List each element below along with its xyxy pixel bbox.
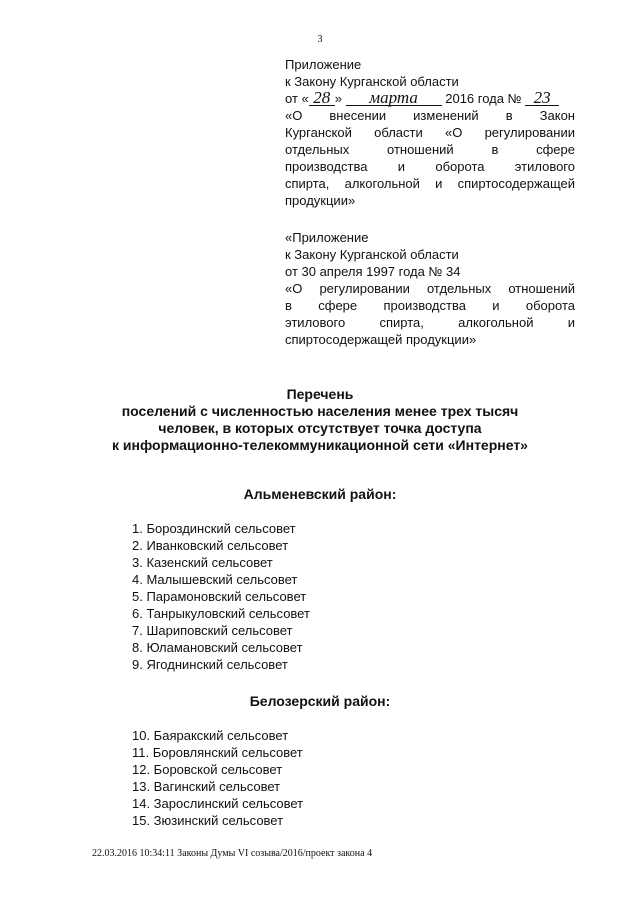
list-item: 15. Зюзинский сельсовет: [132, 813, 284, 828]
title-line: к информационно-телекоммуникационной сети «Интернет»: [112, 437, 528, 453]
year-text: 2016 года №: [445, 91, 522, 106]
list-item: 12. Боровской сельсовет: [132, 762, 283, 777]
appendix-original-header: [285, 229, 575, 348]
title-line: Перечень: [286, 386, 354, 402]
appendix-body-line: «О регулировании отдельных отношений: [285, 281, 575, 296]
date-mid: »: [334, 91, 342, 106]
list-item: 9. Ягоднинский сельсовет: [132, 657, 288, 672]
list-item: 2. Иванковский сельсовет: [132, 538, 289, 553]
list-item: 10. Баяракский сельсовет: [132, 728, 289, 743]
list-item: 8. Юламановский сельсовет: [132, 640, 303, 655]
appendix-date-line: [285, 90, 575, 107]
appendix-body-line: производства и оборота этилового: [285, 159, 575, 174]
settlement-list: [132, 520, 310, 673]
list-item: 13. Вагинский сельсовет: [132, 779, 281, 794]
title-line: поселений с численностью населения менее трех тысяч: [121, 403, 519, 419]
list-item: 7. Шариповский сельсовет: [132, 623, 293, 638]
appendix-body-line: продукции»: [285, 193, 356, 208]
date-prefix: от «: [285, 91, 309, 106]
list-item: 6. Танрыкуловский сельсовет: [132, 606, 310, 621]
list-item: 5. Парамоновский сельсовет: [132, 589, 307, 604]
list-item: 14. Зарослинский сельсовет: [132, 796, 304, 811]
appendix-law-ref: к Закону Курганской области: [285, 247, 459, 262]
list-item: 11. Боровлянский сельсовет: [132, 745, 303, 760]
appendix-law-ref: к Закону Курганской области: [285, 74, 459, 89]
appendix-body-line: спиртосодержащей продукции»: [285, 332, 477, 347]
district-heading: Альменевский район:: [243, 486, 397, 502]
appendix-header: [285, 56, 575, 209]
document-title: [60, 386, 580, 454]
district-heading: Белозерский район:: [249, 693, 391, 709]
appendix-label: Приложение: [285, 57, 362, 72]
appendix-body-line: Курганской области «О регулировании: [285, 125, 575, 140]
handwritten-number: 23: [525, 91, 559, 106]
appendix-date-line: от 30 апреля 1997 года № 34: [285, 264, 461, 279]
list-item: 3. Казенский сельсовет: [132, 555, 273, 570]
list-item: 1. Бороздинский сельсовет: [132, 521, 296, 536]
appendix-body-line: «О внесении изменений в Закон: [285, 108, 575, 123]
title-line: человек, в которых отсутствует точка доступа: [158, 420, 482, 436]
appendix-body-line: спирта, алкогольной и спиртосодержащей: [285, 176, 575, 191]
list-item: 4. Малышевский сельсовет: [132, 572, 298, 587]
document-footer: 22.03.2016 10:34:11 Законы Думы VI созыва/2016/проект закона 4: [92, 848, 373, 859]
page-number: 3: [317, 34, 323, 45]
appendix-body-line: отдельных отношений в сфере: [285, 142, 575, 157]
appendix-body-line: в сфере производства и оборота: [285, 298, 575, 313]
appendix-body-line: этилового спирта, алкогольной и: [285, 315, 575, 330]
handwritten-day: 28: [309, 91, 335, 106]
settlement-list: [132, 727, 303, 829]
handwritten-month: марта: [346, 91, 442, 106]
appendix-label: «Приложение: [285, 230, 369, 245]
